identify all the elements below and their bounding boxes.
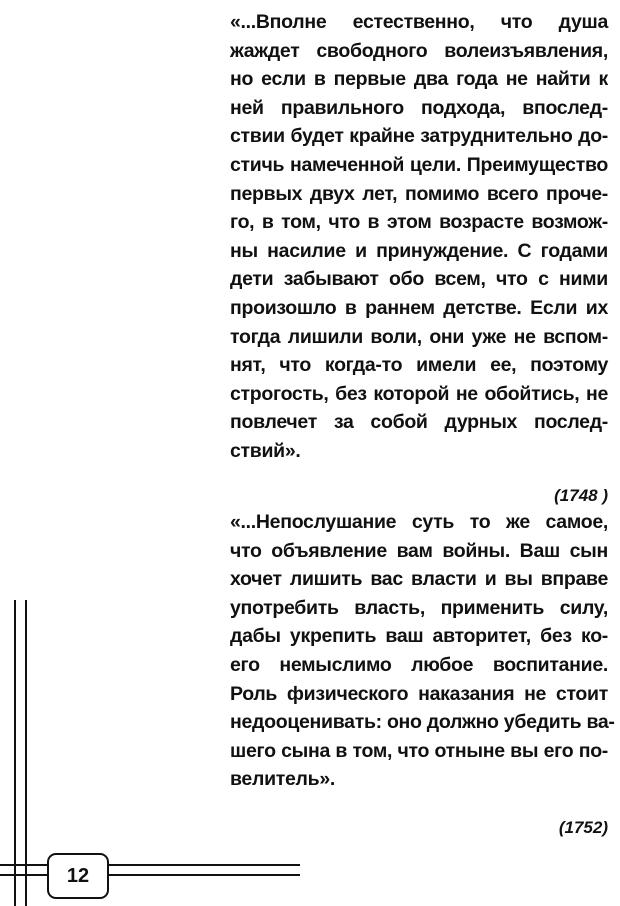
vertical-rule-outer <box>14 600 16 906</box>
quote-line: шего сына в том, что отныне вы его по- <box>230 739 608 762</box>
quote-line: строгость, без которой не обойтись, не <box>230 382 608 405</box>
quote-line: что объявление вам войны. Ваш сын <box>230 539 608 562</box>
quote-year: (1748 ) <box>554 485 608 505</box>
quote-block-1748 <box>230 8 608 506</box>
quote-line: дабы укрепить ваш авторитет, без ко- <box>230 625 608 648</box>
quote-line: «...Непослушание суть то же самое, <box>230 511 608 533</box>
page-number-label: 12 <box>66 864 90 887</box>
quote-line: недооценивать: оно должно убедить ва- <box>230 711 615 734</box>
quote-line: ны насилие и принуждение. С годами <box>230 239 608 262</box>
quote-line: хочет лишить вас власти и вы вправе <box>230 568 608 591</box>
quote-year: (1752) <box>558 817 608 837</box>
quote-line: произошло в раннем детстве. Если их <box>230 296 608 319</box>
quote-line: го, в том, что в этом возрасте возмож- <box>230 211 608 234</box>
quote-line: употребить власть, применить силу, <box>230 596 608 619</box>
quote-line: повлечет за собой дурных послед- <box>230 411 608 434</box>
horizontal-rule-top <box>0 864 300 866</box>
quote-line: тогда лишили воли, они уже не вспом- <box>230 325 608 348</box>
quote-line: ствий». <box>230 439 301 462</box>
quote-line: но если в первые два года не найти к <box>230 68 608 91</box>
quote-text <box>230 508 615 794</box>
quote-line: первых двух лет, помимо всего проче- <box>230 182 608 205</box>
quote-line: его немыслимо любое воспитание. <box>230 653 608 676</box>
quote-line: стичь намеченной цели. Преимущество <box>230 153 608 176</box>
quote-block-1752 <box>230 508 615 838</box>
quote-line: дети забывают обо всем, что с ними <box>230 268 608 291</box>
quote-line: жаждет свободного волеизъявления, <box>230 39 608 62</box>
horizontal-rule-bottom <box>0 874 300 876</box>
quote-line: ствии будет крайне затруднительно до- <box>230 125 608 148</box>
quote-line: Роль физического наказания не стоит <box>230 682 608 705</box>
quote-line: ней правильного подхода, впослед- <box>230 96 608 119</box>
vertical-rule-inner <box>25 600 27 906</box>
quote-line: «...Вполне естественно, что душа <box>230 11 608 33</box>
quote-line: велитель». <box>230 768 335 791</box>
quote-line: нят, что когда-то имели ее, поэтому <box>230 354 608 377</box>
quote-text <box>230 8 608 466</box>
page-number <box>47 853 109 899</box>
